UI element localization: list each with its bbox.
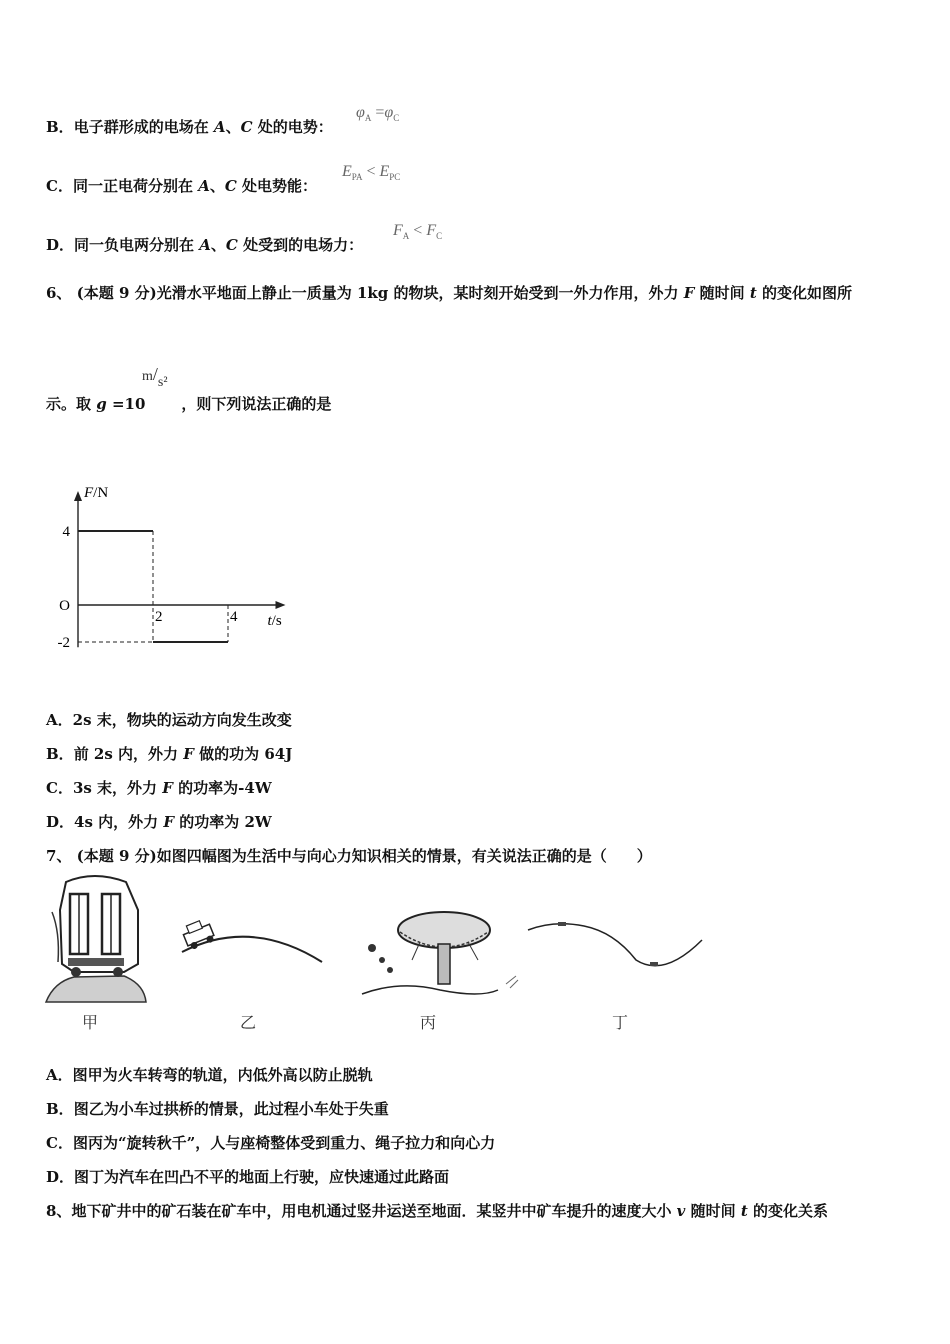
q7-figure-ding-bumpy-road: [524, 918, 704, 978]
y-axis-arrow: [74, 491, 82, 501]
y-tick-label: -2: [57, 635, 70, 651]
x-axis-arrow: [276, 601, 286, 609]
q6-g-unit: m/s²: [142, 364, 168, 390]
q5-d-formula: $F_A < F_C$: [393, 222, 443, 242]
q5-option-b: B．电子群形成的电场在 A、C 处的电势：: [46, 118, 333, 136]
q7-figure-label-yi: 乙: [240, 1013, 257, 1032]
q7-stem: 7、 (本题 9 分)如图四幅图为生活中与向心力知识相关的情景，有关说法正确的是（ ）: [46, 847, 652, 865]
q8-stem: 8、地下矿井中的矿石装在矿车中，用电机通过竖井运送至地面．某竖井中矿车提升的速度大小 v 随时间 t 的变化关系: [46, 1202, 829, 1220]
q7-figure-label-ding: 丁: [612, 1013, 629, 1032]
q7-option-d: D．图丁为汽车在凹凸不平的地面上行驶，应快速通过此路面: [46, 1168, 450, 1186]
q5-option-c: C．同一正电荷分别在 A、C 处电势能：: [46, 177, 318, 195]
q5-option-d: D．同一负电两分别在 A、C 处受到的电场力：: [46, 236, 364, 254]
q7-figure-label-jia: 甲: [82, 1013, 99, 1032]
q7-option-c: C．图丙为“旋转秋千”，人与座椅整体受到重力、绳子拉力和向心力: [46, 1134, 496, 1152]
q7-option-b: B．图乙为小车过拱桥的情景，此过程小车处于失重: [46, 1100, 389, 1118]
q6-option-d: D．4s 内，外力 F 的功率为 2W: [46, 813, 272, 831]
y-axis-label: F/N: [84, 485, 109, 501]
y-tick-label: 4: [62, 524, 70, 540]
q6-stem-line2: 示。取 g =10 ，则下列说法正确的是: [46, 395, 332, 413]
x-tick-label: 4: [230, 609, 238, 625]
q7-figure-yi-arch-bridge: [176, 912, 326, 972]
q7-figure-label-bing: 丙: [420, 1013, 437, 1032]
x-axis-label: t/s: [267, 613, 282, 629]
q6-stem-line1: 6、 (本题 9 分)光滑水平地面上静止一质量为 1kg 的物块，某时刻开始受到一外力作用，外力 F 随时间 t 的变化如图所: [46, 284, 853, 302]
y-tick-label: O: [59, 598, 70, 614]
q6-option-a: A．2s 末，物块的运动方向发生改变: [46, 711, 292, 729]
q6-force-time-chart: [40, 475, 320, 665]
q7-option-a: A．图甲为火车转弯的轨道，内低外高以防止脱轨: [46, 1066, 373, 1084]
q6-option-c: C．3s 末，外力 F 的功率为-4W: [46, 779, 272, 797]
q7-figure-bing-swing-ride: [360, 902, 520, 1002]
q5-b-formula: $\varphi_A =\varphi_C$: [356, 104, 400, 124]
q7-figure-jia-train-track: [44, 872, 148, 1007]
x-tick-label: 2: [155, 609, 163, 625]
q5-c-formula: $E_{PA} < E_{PC}$: [342, 163, 401, 183]
q6-option-b: B．前 2s 内，外力 F 做的功为 64J: [46, 745, 293, 763]
